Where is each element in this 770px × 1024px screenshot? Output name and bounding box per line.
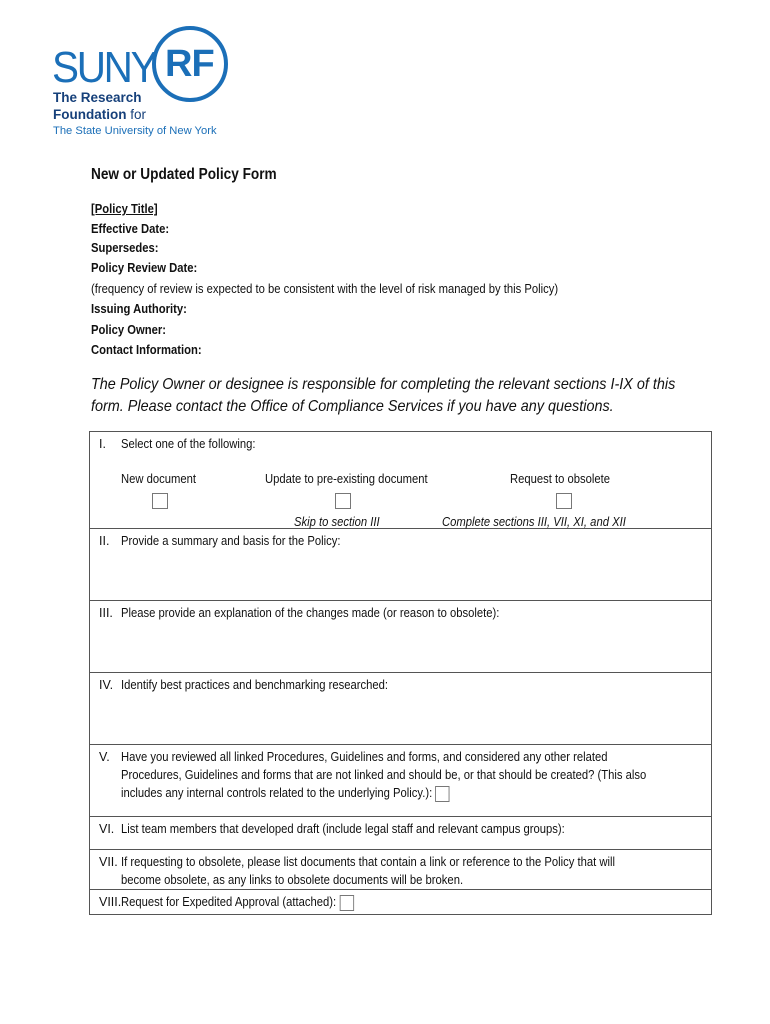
section-row (90, 850, 712, 890)
section-text-with-checkbox (121, 748, 652, 802)
option-update-note: Skip to section III (294, 515, 380, 529)
effective-date-label: Effective Date: (91, 221, 170, 236)
logo-suny-text: SUNY (52, 43, 156, 92)
logo-line-2-bold: Foundation (53, 107, 127, 122)
section-text: Provide a summary and basis for the Policy: (121, 534, 341, 548)
update-document-checkbox[interactable] (335, 493, 351, 509)
expedited-approval-checkbox[interactable] (340, 895, 354, 911)
section-content[interactable] (121, 745, 712, 817)
logo-line-3: The State University of New York (53, 125, 217, 137)
option-obsolete-label: Request to obsolete (510, 472, 611, 486)
section-number: VI. (90, 817, 122, 850)
section-row (90, 673, 712, 745)
obsolete-checkbox[interactable] (556, 493, 572, 509)
section-content (121, 890, 712, 915)
option-obsolete-note: Complete sections III, VII, XI, and XII (442, 515, 627, 529)
section-text: If requesting to obsolete, please list documents that contain a link or reference to the Policy that will become obsolete, as any links to obsolete documents will be broken. (121, 855, 616, 887)
contact-information-label: Contact Information: (91, 343, 202, 358)
logo-line-1: The Research (53, 90, 142, 105)
section-row (90, 890, 712, 915)
section-content[interactable] (121, 673, 712, 745)
section-number: VIII. (90, 890, 122, 915)
section-content[interactable] (121, 529, 712, 601)
section-number: II. (90, 529, 122, 601)
section-number: V. (90, 745, 122, 817)
review-date-label: Policy Review Date: (91, 260, 198, 275)
section-content (121, 432, 712, 529)
new-document-checkbox[interactable] (152, 493, 168, 509)
section-number: IV. (90, 673, 122, 745)
policy-owner-label: Policy Owner: (91, 322, 167, 337)
section-number: III. (90, 601, 122, 673)
supersedes-label: Supersedes: (91, 241, 159, 256)
document-type-options (121, 453, 711, 529)
instructions-text: The Policy Owner or designee is responsible for completing the relevant sections I-IX of this form. Please contact the Office of Compliance Services if you have any questions. (91, 376, 676, 415)
section-row (90, 601, 712, 673)
section-number: VII. (90, 850, 122, 890)
section-content[interactable] (121, 817, 712, 850)
section-row (90, 745, 712, 817)
logo-line-2 (53, 108, 146, 122)
section-row (90, 529, 712, 601)
review-note: (frequency of review is expected to be consistent with the level of risk managed by this Policy) (91, 282, 559, 297)
policy-sections-table (89, 431, 712, 915)
option-new-document-label: New document (121, 472, 197, 486)
section-text: Have you reviewed all linked Procedures, Guidelines and forms, and considered any other related Procedures, Guidelines and forms that are not linked and should be, or that should be created? (This also includes any internal controls related to the underlying Policy.): (121, 750, 647, 800)
policy-title-placeholder[interactable]: [Policy Title] (91, 202, 158, 216)
section-text-with-checkbox (121, 893, 652, 911)
section-text: Please provide an explanation of the changes made (or reason to obsolete): (121, 606, 500, 620)
reviewed-linked-documents-checkbox[interactable] (436, 786, 450, 802)
section-text: Request for Expedited Approval (attached): (121, 895, 337, 909)
issuing-authority-label: Issuing Authority: (91, 301, 187, 316)
section-row (90, 432, 712, 529)
option-update-label: Update to pre-existing document (265, 472, 428, 486)
section-text: List team members that developed draft (include legal staff and relevant campus groups): (121, 822, 566, 836)
section-content[interactable] (121, 850, 712, 890)
section-text: Identify best practices and benchmarking researched: (121, 678, 389, 692)
logo-line-2-rest: for (126, 107, 146, 122)
section-number: I. (90, 432, 122, 529)
policy-metadata (91, 200, 558, 361)
suny-rf-logo (52, 24, 242, 144)
logo-rf-text: RF (165, 43, 214, 85)
form-title: New or Updated Policy Form (91, 166, 277, 183)
section-content[interactable] (121, 601, 712, 673)
section-row (90, 817, 712, 850)
section-text: Select one of the following: (121, 437, 256, 451)
